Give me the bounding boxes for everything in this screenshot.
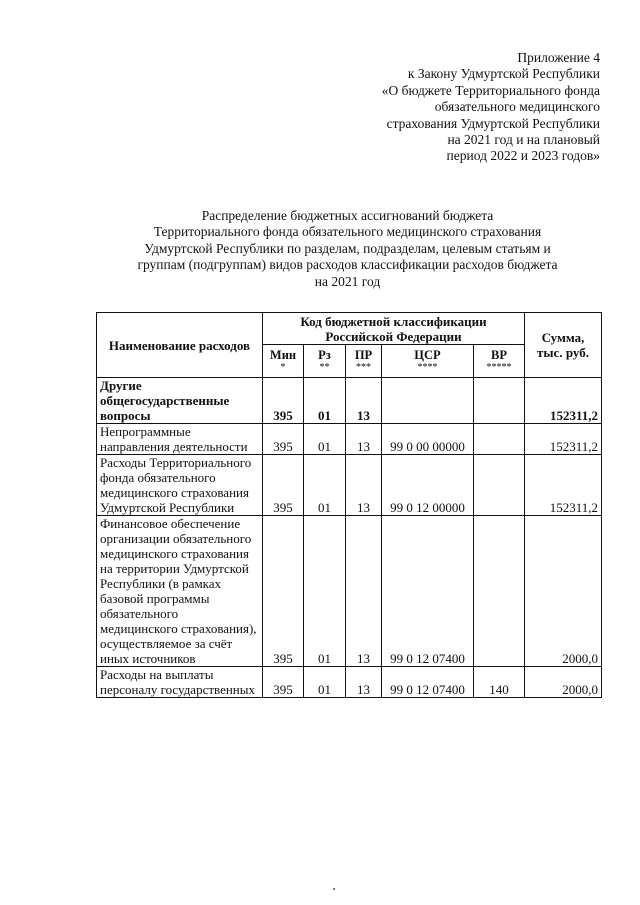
appendix-line: к Закону Удмуртской Республики (407, 66, 600, 82)
row-vr (474, 516, 525, 667)
header-stars: ***** (486, 362, 512, 373)
header-sum: Сумма, тыс. руб. (525, 313, 602, 378)
header-stars: **** (417, 362, 438, 373)
title-line: Удмуртской Республики по разделам, подразделам, целевым статьям и (144, 240, 551, 256)
table-row (97, 424, 602, 455)
title-line: Распределение бюджетных ассигнований бюджета (201, 208, 494, 223)
document-title (95, 208, 600, 290)
row-name: Расходы Территориального фонда обязательного медицинского страхования Удмуртской Республики (97, 455, 263, 516)
title-line: на 2021 год (314, 273, 381, 289)
row-sum: 152311,2 (525, 455, 602, 516)
header-code-pr: ПР *** (346, 345, 382, 378)
row-sum: 2000,0 (525, 516, 602, 667)
row-name: Непрограммные направления деятельности (97, 424, 263, 455)
header-code-rz: Рз ** (304, 345, 346, 378)
row-name: Другие общегосударственные вопросы (97, 378, 263, 424)
appendix-line: обязательного медицинского (434, 99, 600, 115)
appendix-line: Приложение 4 (517, 50, 600, 65)
header-code-csr: ЦСР **** (382, 345, 474, 378)
row-min: 395 (263, 667, 304, 698)
table-row (97, 378, 602, 424)
row-min: 395 (263, 455, 304, 516)
row-sum: 152311,2 (525, 424, 602, 455)
row-min: 395 (263, 424, 304, 455)
title-line: Территориального фонда обязательного медицинского страхования (153, 224, 542, 240)
row-min: 395 (263, 516, 304, 667)
row-rz: 01 (304, 667, 346, 698)
header-name: Наименование расходов (97, 313, 263, 378)
row-pr: 13 (346, 516, 382, 667)
header-stars: *** (356, 362, 371, 373)
appendix-line: страхования Удмуртской Республики (386, 115, 600, 131)
row-rz: 01 (304, 516, 346, 667)
header-row (97, 313, 602, 345)
table-row (97, 667, 602, 698)
row-sum: 2000,0 (525, 667, 602, 698)
appendix-line: на 2021 год и на плановый (447, 132, 600, 148)
row-rz: 01 (304, 378, 346, 424)
row-pr: 13 (346, 667, 382, 698)
table-row (97, 516, 602, 667)
header-code-group: Код бюджетной классификации Российской Федерации (263, 313, 525, 345)
row-rz: 01 (304, 424, 346, 455)
title-line: группам (подгруппам) видов расходов классификации расходов бюджета (137, 257, 558, 273)
row-pr: 13 (346, 455, 382, 516)
row-csr: 99 0 12 07400 (382, 667, 474, 698)
table-row (97, 455, 602, 516)
row-sum: 152311,2 (525, 378, 602, 424)
header-code-vr: ВР ***** (474, 345, 525, 378)
appendix-line: «О бюджете Территориального фонда (381, 82, 600, 98)
row-csr: 99 0 00 00000 (382, 424, 474, 455)
row-name: Финансовое обеспечение организации обязательного медицинского страхования на территории Удмуртской Республики (в рамках базовой программы обязательного медицинского страхования), осуществляемое за счёт иных источников (97, 516, 263, 667)
row-rz: 01 (304, 455, 346, 516)
appendix-line: период 2022 и 2023 годов» (446, 148, 600, 164)
row-vr (474, 455, 525, 516)
appendix-note (300, 50, 600, 165)
row-vr (474, 424, 525, 455)
row-vr (474, 378, 525, 424)
row-min: 395 (263, 378, 304, 424)
header-stars: * (280, 362, 286, 373)
row-vr: 140 (474, 667, 525, 698)
budget-table (96, 312, 602, 698)
row-name: Расходы на выплаты персоналу государственных (97, 667, 263, 698)
row-pr: 13 (346, 424, 382, 455)
row-csr: 99 0 12 07400 (382, 516, 474, 667)
row-csr (382, 378, 474, 424)
page-mark (333, 888, 335, 890)
row-pr: 13 (346, 378, 382, 424)
header-code-min: Мин * (263, 345, 304, 378)
header-stars: ** (319, 362, 330, 373)
row-csr: 99 0 12 00000 (382, 455, 474, 516)
